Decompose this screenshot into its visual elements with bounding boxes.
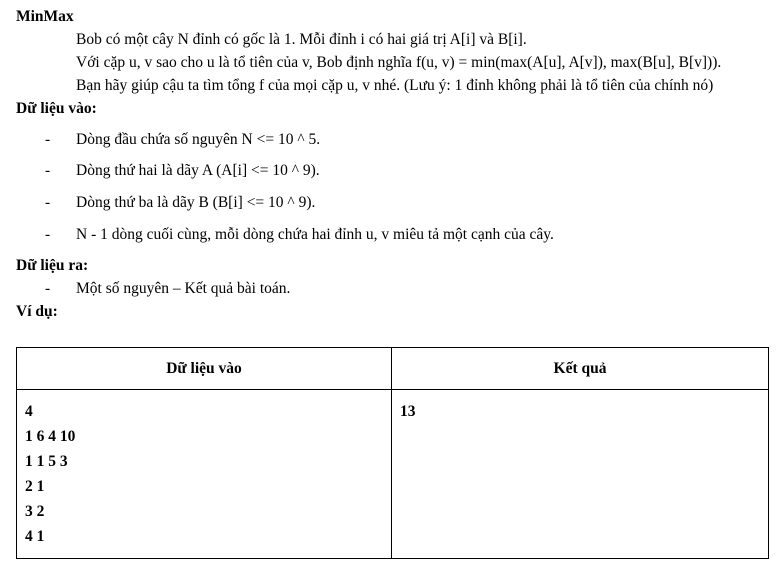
- table-header-output: Kết quả: [392, 348, 769, 390]
- input-item-text: N - 1 dòng cuối cùng, mỗi dòng chứa hai đỉnh u, v miêu tả một cạnh của cây.: [76, 226, 554, 243]
- table-cell-input: [17, 390, 392, 559]
- problem-title: MinMax: [16, 8, 74, 25]
- input-item-text: Dòng đầu chứa số nguyên N <= 10 ^ 5.: [76, 131, 321, 148]
- input-line: 4 1: [25, 528, 45, 545]
- output-heading: Dữ liệu ra:: [16, 257, 89, 274]
- intro-line-2: Với cặp u, v sao cho u là tổ tiên của v, Bob định nghĩa f(u, v) = min(max(A[u], A[v]), max(B[u], B[v])).: [76, 54, 722, 71]
- input-line: 4: [25, 403, 33, 420]
- input-item-text: Dòng thứ ba là dãy B (B[i] <= 10 ^ 9).: [76, 194, 316, 211]
- example-heading: Ví dụ:: [16, 303, 58, 320]
- bullet-dash: -: [45, 226, 51, 243]
- input-line: 1 1 5 3: [25, 453, 68, 470]
- input-line: 3 2: [25, 503, 45, 520]
- input-line: 1 6 4 10: [25, 428, 76, 445]
- bullet-dash: -: [45, 194, 51, 211]
- table-header-input: Dữ liệu vào: [17, 348, 392, 390]
- bullet-dash: -: [45, 162, 51, 179]
- output-line: 13: [400, 403, 416, 420]
- example-table: [16, 347, 769, 559]
- input-heading: Dữ liệu vào:: [16, 100, 97, 117]
- intro-line-1: Bob có một cây N đỉnh có gốc là 1. Mỗi đỉnh i có hai giá trị A[i] và B[i].: [76, 31, 527, 48]
- table-cell-output: [392, 390, 769, 559]
- bullet-dash: -: [45, 131, 51, 148]
- input-line: 2 1: [25, 478, 45, 495]
- bullet-dash: -: [45, 280, 51, 297]
- output-item-text: Một số nguyên – Kết quả bài toán.: [76, 280, 291, 297]
- intro-line-3: Bạn hãy giúp cậu ta tìm tổng f của mọi cặp u, v nhé. (Lưu ý: 1 đỉnh không phải là tổ tiên của chính nó): [76, 77, 714, 94]
- input-item-text: Dòng thứ hai là dãy A (A[i] <= 10 ^ 9).: [76, 162, 320, 179]
